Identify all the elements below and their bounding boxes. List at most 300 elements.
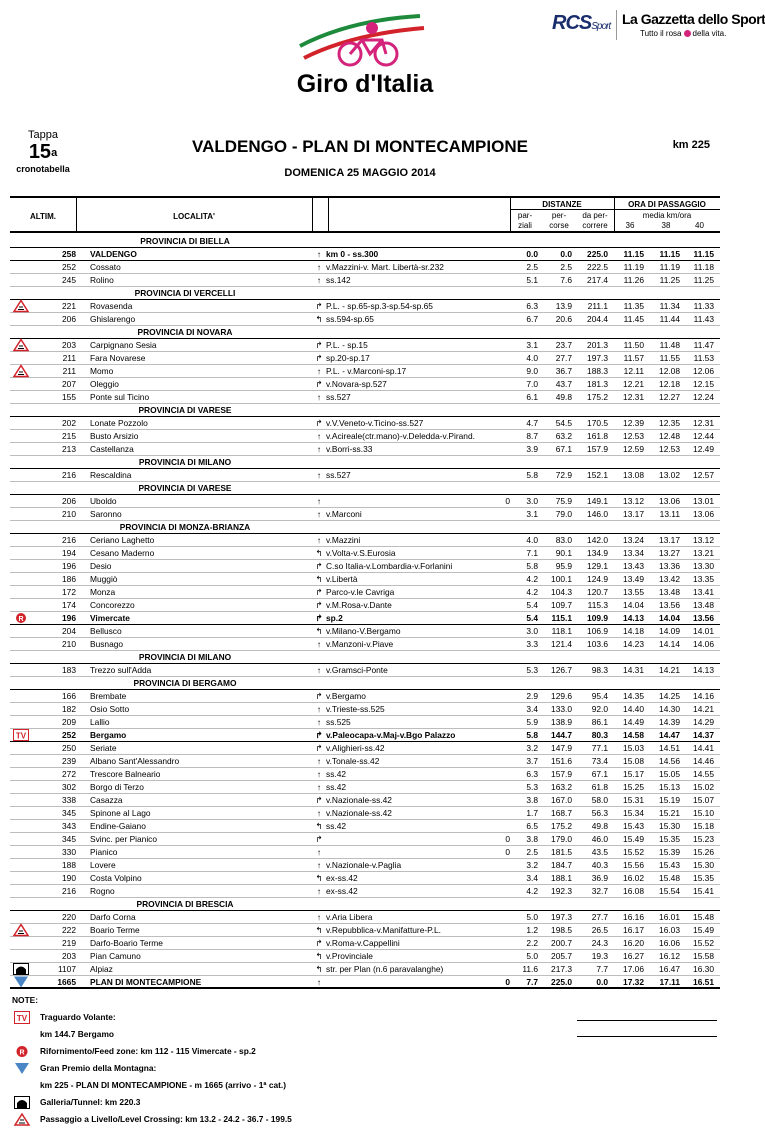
cell-partial-km: 4.7 — [526, 418, 538, 428]
cell-locality: Darfo Corna — [90, 912, 136, 922]
feed-zone-icon — [13, 612, 29, 624]
cell-direction-arrow: ↱ — [315, 730, 323, 740]
cell-remaining-km: 36.9 — [591, 873, 608, 883]
cell-partial-km: 5.8 — [526, 561, 538, 571]
cell-time-38: 14.21 — [659, 665, 680, 675]
cell-altitude: 1107 — [57, 964, 76, 974]
table-row — [10, 885, 720, 898]
cell-time-38: 15.13 — [659, 782, 680, 792]
cell-direction-arrow: ↱ — [315, 938, 323, 948]
cell-partial-km: 4.2 — [526, 886, 538, 896]
cell-altitude: 206 — [62, 314, 76, 324]
cell-direction-arrow: ↱ — [315, 418, 323, 428]
cell-locality: Darfo-Boario Terme — [90, 938, 163, 948]
cell-time-38: 11.48 — [659, 340, 680, 350]
level-crossing-icon — [13, 339, 29, 351]
cell-altitude: 188 — [62, 860, 76, 870]
cell-road: ss.525 — [326, 717, 351, 727]
cell-partial-km: 3.8 — [526, 795, 538, 805]
cell-zero: 0 — [505, 496, 510, 506]
cell-time-36: 15.34 — [623, 808, 644, 818]
cell-locality: Spinone al Lago — [90, 808, 151, 818]
cell-locality: Lallio — [90, 717, 110, 727]
cell-direction-arrow: ↑ — [316, 756, 322, 766]
cell-direction-arrow: ↰ — [315, 964, 323, 974]
cell-direction-arrow: ↱ — [315, 587, 323, 597]
cell-altitude: 302 — [62, 782, 76, 792]
cell-road: v.Nazionale-ss.42 — [326, 795, 392, 805]
cell-time-38: 13.42 — [659, 574, 680, 584]
note-gpm-label: Gran Premio della Montagna: — [12, 1060, 572, 1077]
cell-partial-km: 3.1 — [526, 340, 538, 350]
cell-partial-km: 5.3 — [526, 665, 538, 675]
cell-direction-arrow: ↱ — [315, 795, 323, 805]
cell-remaining-km: 61.8 — [591, 782, 608, 792]
cell-time-38: 15.21 — [659, 808, 680, 818]
cell-time-36: 14.58 — [623, 730, 644, 740]
cell-covered-km: 188.1 — [551, 873, 572, 883]
cell-remaining-km: 58.0 — [591, 795, 608, 805]
cell-locality: Lonate Pozzolo — [90, 418, 148, 428]
cell-time-38: 16.06 — [659, 938, 680, 948]
level-crossing-icon — [13, 300, 29, 312]
cell-covered-km: 109.7 — [551, 600, 572, 610]
cell-time-36: 16.20 — [623, 938, 644, 948]
cell-time-36: 15.43 — [623, 821, 644, 831]
cell-direction-arrow: ↱ — [315, 340, 323, 350]
province-name: PROVINCIA DI MONZA-BRIANZA — [119, 522, 251, 532]
cell-covered-km: 83.0 — [555, 535, 572, 545]
header-media: media km/ora — [642, 211, 692, 220]
cell-remaining-km: 0.0 — [596, 977, 608, 987]
cell-time-36: 15.08 — [623, 756, 644, 766]
cell-covered-km: 7.6 — [560, 275, 572, 285]
cell-covered-km: 75.9 — [555, 496, 572, 506]
province-name: PROVINCIA DI MILANO — [138, 457, 232, 467]
table-row — [10, 690, 720, 703]
table-row — [10, 768, 720, 781]
cell-time-40: 15.35 — [693, 873, 714, 883]
table-row — [10, 625, 720, 638]
cell-direction-arrow: ↰ — [315, 873, 323, 883]
gpm-icon — [14, 1062, 30, 1075]
cell-partial-km: 7.7 — [526, 977, 538, 987]
cell-altitude: 252 — [62, 730, 76, 740]
cell-time-40: 12.49 — [693, 444, 714, 454]
cell-time-38: 15.30 — [659, 821, 680, 831]
cell-locality: Momo — [90, 366, 114, 376]
cell-direction-arrow: ↑ — [316, 249, 322, 259]
cell-altitude: 213 — [62, 444, 76, 454]
cell-covered-km: 13.9 — [555, 301, 572, 311]
cell-covered-km: 129.6 — [551, 691, 572, 701]
cell-time-36: 11.26 — [623, 275, 644, 285]
header-ora: ORA DI PASSAGGIO — [628, 200, 706, 209]
table-row — [10, 391, 720, 404]
cell-altitude: 196 — [62, 613, 76, 623]
cell-time-38: 13.11 — [659, 509, 680, 519]
note-gpm-value: km 225 - PLAN DI MONTECAMPIONE - m 1665 (arrivo - 1ª cat.) — [40, 1080, 287, 1090]
table-row — [10, 261, 720, 274]
cell-time-38: 14.56 — [659, 756, 680, 766]
cell-covered-km: 147.9 — [551, 743, 572, 753]
header-distanze: DISTANZE — [542, 200, 582, 209]
cell-locality: Ceriano Laghetto — [90, 535, 155, 545]
cell-time-36: 15.25 — [623, 782, 644, 792]
table-row — [10, 638, 720, 651]
cell-remaining-km: 124.9 — [587, 574, 608, 584]
note-tv-value: km 144.7 Bergamo — [40, 1029, 115, 1039]
cell-covered-km: 133.0 — [551, 704, 572, 714]
cell-locality: Costa Volpino — [90, 873, 142, 883]
cell-direction-arrow: ↑ — [316, 769, 322, 779]
cell-road: v.Borri-ss.33 — [326, 444, 373, 454]
cell-partial-km: 3.9 — [526, 444, 538, 454]
cell-remaining-km: 92.0 — [591, 704, 608, 714]
cell-time-38: 15.39 — [659, 847, 680, 857]
cell-time-36: 12.11 — [623, 366, 644, 376]
cell-partial-km: 6.3 — [526, 769, 538, 779]
stage-distance: km 225 — [672, 139, 710, 151]
table-row — [10, 846, 720, 859]
cell-covered-km: 54.5 — [555, 418, 572, 428]
cell-locality: Busnago — [90, 639, 124, 649]
cell-direction-arrow: ↱ — [315, 691, 323, 701]
cell-time-40: 15.49 — [693, 925, 714, 935]
cell-road: ss.42 — [326, 769, 347, 779]
cell-time-40: 14.06 — [693, 639, 714, 649]
cell-direction-arrow: ↱ — [315, 301, 323, 311]
cell-altitude: 172 — [62, 587, 76, 597]
sponsor-divider — [616, 10, 617, 40]
cell-time-38: 13.06 — [659, 496, 680, 506]
cell-partial-km: 5.0 — [526, 912, 538, 922]
cell-time-36: 13.12 — [623, 496, 644, 506]
cell-time-36: 15.52 — [623, 847, 644, 857]
cell-locality: Boario Terme — [90, 925, 140, 935]
cell-time-38: 15.05 — [659, 769, 680, 779]
cell-altitude: 330 — [62, 847, 76, 857]
notes-section — [12, 992, 572, 1128]
table-row — [10, 742, 720, 755]
header-speed: 38 — [661, 221, 671, 230]
cell-direction-arrow: ↑ — [316, 860, 322, 870]
cell-time-40: 14.41 — [693, 743, 714, 753]
cell-remaining-km: 56.3 — [591, 808, 608, 818]
cell-time-40: 13.12 — [693, 535, 714, 545]
table-row — [10, 924, 720, 937]
cell-remaining-km: 77.1 — [591, 743, 608, 753]
cell-time-38: 14.30 — [659, 704, 680, 714]
cell-time-40: 15.26 — [693, 847, 714, 857]
cell-partial-km: 6.7 — [526, 314, 538, 324]
cell-partial-km: 3.2 — [526, 860, 538, 870]
cell-remaining-km: 188.3 — [587, 366, 608, 376]
svg-text:TV: TV — [15, 731, 27, 741]
cell-time-36: 12.31 — [623, 392, 644, 402]
cell-time-38: 11.15 — [659, 249, 680, 259]
cell-time-36: 13.08 — [623, 470, 644, 480]
cell-remaining-km: 46.0 — [591, 834, 608, 844]
header-altim: ALTIM. — [29, 212, 57, 221]
cell-altitude: 174 — [62, 600, 76, 610]
cell-time-38: 16.01 — [659, 912, 680, 922]
cell-zero: 0 — [505, 977, 510, 987]
cell-road: ss.42 — [326, 821, 347, 831]
cell-time-40: 15.18 — [693, 821, 714, 831]
cell-locality: VALDENGO — [90, 249, 137, 259]
cell-remaining-km: 26.5 — [591, 925, 608, 935]
cell-remaining-km: 73.4 — [591, 756, 608, 766]
province-name: PROVINCIA DI VARESE — [138, 405, 232, 415]
cell-time-36: 16.16 — [623, 912, 644, 922]
cell-remaining-km: 120.7 — [587, 587, 608, 597]
cell-covered-km: 197.3 — [551, 912, 572, 922]
cell-partial-km: 2.5 — [526, 262, 538, 272]
cell-covered-km: 192.3 — [551, 886, 572, 896]
cell-time-36: 14.04 — [623, 600, 644, 610]
stage-type: cronotabella — [16, 164, 70, 174]
cell-direction-arrow: ↰ — [315, 821, 323, 831]
cell-partial-km: 7.0 — [526, 379, 538, 389]
header-percorse: per- corse — [549, 211, 569, 230]
cell-partial-km: 4.0 — [526, 353, 538, 363]
cell-locality: Albano Sant'Alessandro — [90, 756, 180, 766]
cell-covered-km: 67.1 — [555, 444, 572, 454]
cell-covered-km: 225.0 — [551, 977, 572, 987]
cell-time-40: 11.15 — [693, 249, 714, 259]
cell-time-38: 14.09 — [659, 626, 680, 636]
cell-time-38: 13.17 — [659, 535, 680, 545]
svg-text:Giro d'Italia: Giro d'Italia — [296, 70, 434, 98]
cell-covered-km: 163.2 — [551, 782, 572, 792]
cell-time-38: 14.04 — [659, 613, 680, 623]
cell-locality: Fara Novarese — [90, 353, 146, 363]
cell-altitude: 272 — [62, 769, 76, 779]
cell-time-40: 14.16 — [693, 691, 714, 701]
cell-road: sp.20-sp.17 — [326, 353, 370, 363]
cell-road: v.Bergamo — [326, 691, 366, 701]
cell-locality: Seriate — [90, 743, 117, 753]
table-row — [10, 820, 720, 833]
cell-remaining-km: 106.9 — [587, 626, 608, 636]
cell-time-36: 11.50 — [623, 340, 644, 350]
province-name: PROVINCIA DI VARESE — [138, 483, 232, 493]
cell-direction-arrow: ↰ — [315, 314, 323, 324]
cell-time-40: 15.52 — [693, 938, 714, 948]
cell-remaining-km: 142.0 — [587, 535, 608, 545]
cell-covered-km: 175.2 — [551, 821, 572, 831]
cell-locality: Ghislarengo — [90, 314, 136, 324]
cell-covered-km: 0.0 — [560, 249, 572, 259]
cell-time-40: 12.24 — [693, 392, 714, 402]
cell-altitude: 155 — [62, 392, 76, 402]
cell-altitude: 210 — [62, 639, 76, 649]
table-row — [10, 378, 720, 391]
cell-partial-km: 3.1 — [526, 509, 538, 519]
cell-locality: Saronno — [90, 509, 122, 519]
cell-road: C.so Italia-v.Lombardia-v.Forlanini — [326, 561, 453, 571]
bicycle-logo-icon — [290, 10, 440, 100]
stage-box — [12, 129, 74, 174]
cell-zero: 0 — [505, 834, 510, 844]
cell-time-36: 13.17 — [623, 509, 644, 519]
cell-remaining-km: 103.6 — [587, 639, 608, 649]
table-row — [10, 950, 720, 963]
cell-locality: Vimercate — [90, 613, 130, 623]
cell-time-40: 11.25 — [693, 275, 714, 285]
cell-time-36: 14.49 — [623, 717, 644, 727]
cell-time-38: 15.54 — [659, 886, 680, 896]
table-row — [10, 807, 720, 820]
cell-remaining-km: 201.3 — [587, 340, 608, 350]
cell-covered-km: 138.9 — [551, 717, 572, 727]
cell-road: v.Paleocapa-v.Maj-v.Bgo Palazzo — [326, 730, 456, 740]
cell-partial-km: 2.5 — [526, 847, 538, 857]
table-row — [10, 664, 720, 677]
cell-direction-arrow: ↱ — [315, 600, 323, 610]
cell-partial-km: 3.4 — [526, 873, 538, 883]
cell-road: P.L. - v.Marconi-sp.17 — [326, 366, 407, 376]
cell-time-40: 11.33 — [693, 301, 714, 311]
feed-zone-icon — [14, 1045, 30, 1058]
cell-locality: Brembate — [90, 691, 127, 701]
header-da-percorrere: da per- correre — [582, 211, 608, 230]
cell-time-38: 14.14 — [659, 639, 680, 649]
cell-direction-arrow: ↱ — [315, 561, 323, 571]
cell-direction-arrow: ↑ — [316, 496, 322, 506]
table-row — [10, 365, 720, 378]
cell-altitude: 219 — [62, 938, 76, 948]
cell-covered-km: 168.7 — [551, 808, 572, 818]
cell-remaining-km: 27.7 — [591, 912, 608, 922]
cell-altitude: 252 — [62, 262, 76, 272]
cell-direction-arrow: ↑ — [316, 782, 322, 792]
cell-covered-km: 49.8 — [555, 392, 572, 402]
cell-covered-km: 217.3 — [551, 964, 572, 974]
cell-remaining-km: 98.3 — [591, 665, 608, 675]
province-name: PROVINCIA DI MILANO — [138, 652, 232, 662]
cell-altitude: 245 — [62, 275, 76, 285]
cell-road: ss.42 — [326, 782, 347, 792]
stage-date: DOMENICA 25 MAGGIO 2014 — [284, 167, 436, 179]
cell-time-38: 13.48 — [659, 587, 680, 597]
itinerary-table — [10, 235, 720, 989]
cell-road: v.Mazzini-v. Mart. Libertà-sr.232 — [326, 262, 444, 272]
cell-covered-km: 90.1 — [555, 548, 572, 558]
table-row — [10, 430, 720, 443]
cell-direction-arrow: ↱ — [315, 743, 323, 753]
cell-time-36: 11.15 — [623, 249, 644, 259]
cell-partial-km: 4.2 — [526, 574, 538, 584]
svg-text:TV: TV — [16, 1014, 28, 1023]
table-row — [10, 703, 720, 716]
cell-altitude: 182 — [62, 704, 76, 714]
cell-road: ss.527 — [326, 392, 351, 402]
note-tv-label: TV Traguardo Volante: — [12, 1009, 572, 1026]
cell-time-36: 11.35 — [623, 301, 644, 311]
cell-locality: Muggiò — [90, 574, 118, 584]
cell-road: v.Roma-v.Cappellini — [326, 938, 400, 948]
cell-time-40: 14.01 — [693, 626, 714, 636]
province-name: PROVINCIA DI BRESCIA — [136, 899, 234, 909]
cell-road: v.Alighieri-ss.42 — [326, 743, 385, 753]
cell-remaining-km: 217.4 — [587, 275, 608, 285]
province-name: PROVINCIA DI BERGAMO — [133, 678, 237, 688]
cell-remaining-km: 157.9 — [587, 444, 608, 454]
cell-road: v.Gramsci-Ponte — [326, 665, 388, 675]
cell-time-40: 12.57 — [693, 470, 714, 480]
cell-direction-arrow: ↑ — [316, 431, 322, 441]
cell-time-36: 13.55 — [623, 587, 644, 597]
cell-time-40: 14.21 — [693, 704, 714, 714]
cell-altitude: 1665 — [57, 977, 76, 987]
cell-locality: Rovasenda — [90, 301, 133, 311]
cell-covered-km: 121.4 — [551, 639, 572, 649]
cell-altitude: 186 — [62, 574, 76, 584]
cell-altitude: 220 — [62, 912, 76, 922]
province-header-row — [10, 482, 720, 495]
province-header-row — [10, 456, 720, 469]
cell-partial-km: 3.0 — [526, 496, 538, 506]
cell-direction-arrow: ↰ — [315, 925, 323, 935]
cell-time-36: 15.49 — [623, 834, 644, 844]
cell-time-38: 15.48 — [659, 873, 680, 883]
cell-locality: Bergamo — [90, 730, 127, 740]
cell-time-40: 14.37 — [693, 730, 714, 740]
cell-remaining-km: 152.1 — [587, 470, 608, 480]
cell-locality: Pian Camuno — [90, 951, 141, 961]
cell-time-40: 13.01 — [693, 496, 714, 506]
tunnel-icon — [13, 963, 29, 975]
level-crossing-icon — [13, 924, 29, 936]
cell-road: km 0 - ss.300 — [326, 249, 379, 259]
cell-time-40: 14.29 — [693, 717, 714, 727]
cell-altitude: 202 — [62, 418, 76, 428]
cell-road: str. per Plan (n.6 paravalanghe) — [326, 964, 444, 974]
cell-partial-km: 1.7 — [526, 808, 538, 818]
cell-locality: Concorezzo — [90, 600, 135, 610]
cell-time-36: 14.13 — [623, 613, 644, 623]
cell-direction-arrow: ↱ — [315, 379, 323, 389]
table-row — [10, 339, 720, 352]
cell-time-36: 13.34 — [623, 548, 644, 558]
cell-altitude: 250 — [62, 743, 76, 753]
cell-time-38: 12.27 — [659, 392, 680, 402]
cell-time-40: 13.06 — [693, 509, 714, 519]
cell-direction-arrow: ↑ — [316, 275, 322, 285]
cell-remaining-km: 170.5 — [587, 418, 608, 428]
cell-time-40: 13.21 — [693, 548, 714, 558]
cell-time-40: 11.47 — [693, 340, 714, 350]
cell-time-36: 15.03 — [623, 743, 644, 753]
cell-altitude: 216 — [62, 470, 76, 480]
cell-zero: 0 — [505, 847, 510, 857]
cell-locality: Monza — [90, 587, 116, 597]
cell-time-36: 17.32 — [623, 977, 644, 987]
cell-time-38: 11.34 — [659, 301, 680, 311]
cell-locality: Lovere — [90, 860, 116, 870]
cell-time-36: 16.27 — [623, 951, 644, 961]
table-row — [10, 313, 720, 326]
table-row — [10, 534, 720, 547]
cell-covered-km: 63.2 — [555, 431, 572, 441]
cell-road: v.Aria Libera — [326, 912, 373, 922]
cell-time-38: 13.27 — [659, 548, 680, 558]
table-row — [10, 612, 720, 625]
cell-altitude: 345 — [62, 834, 76, 844]
cell-locality: Cossato — [90, 262, 121, 272]
